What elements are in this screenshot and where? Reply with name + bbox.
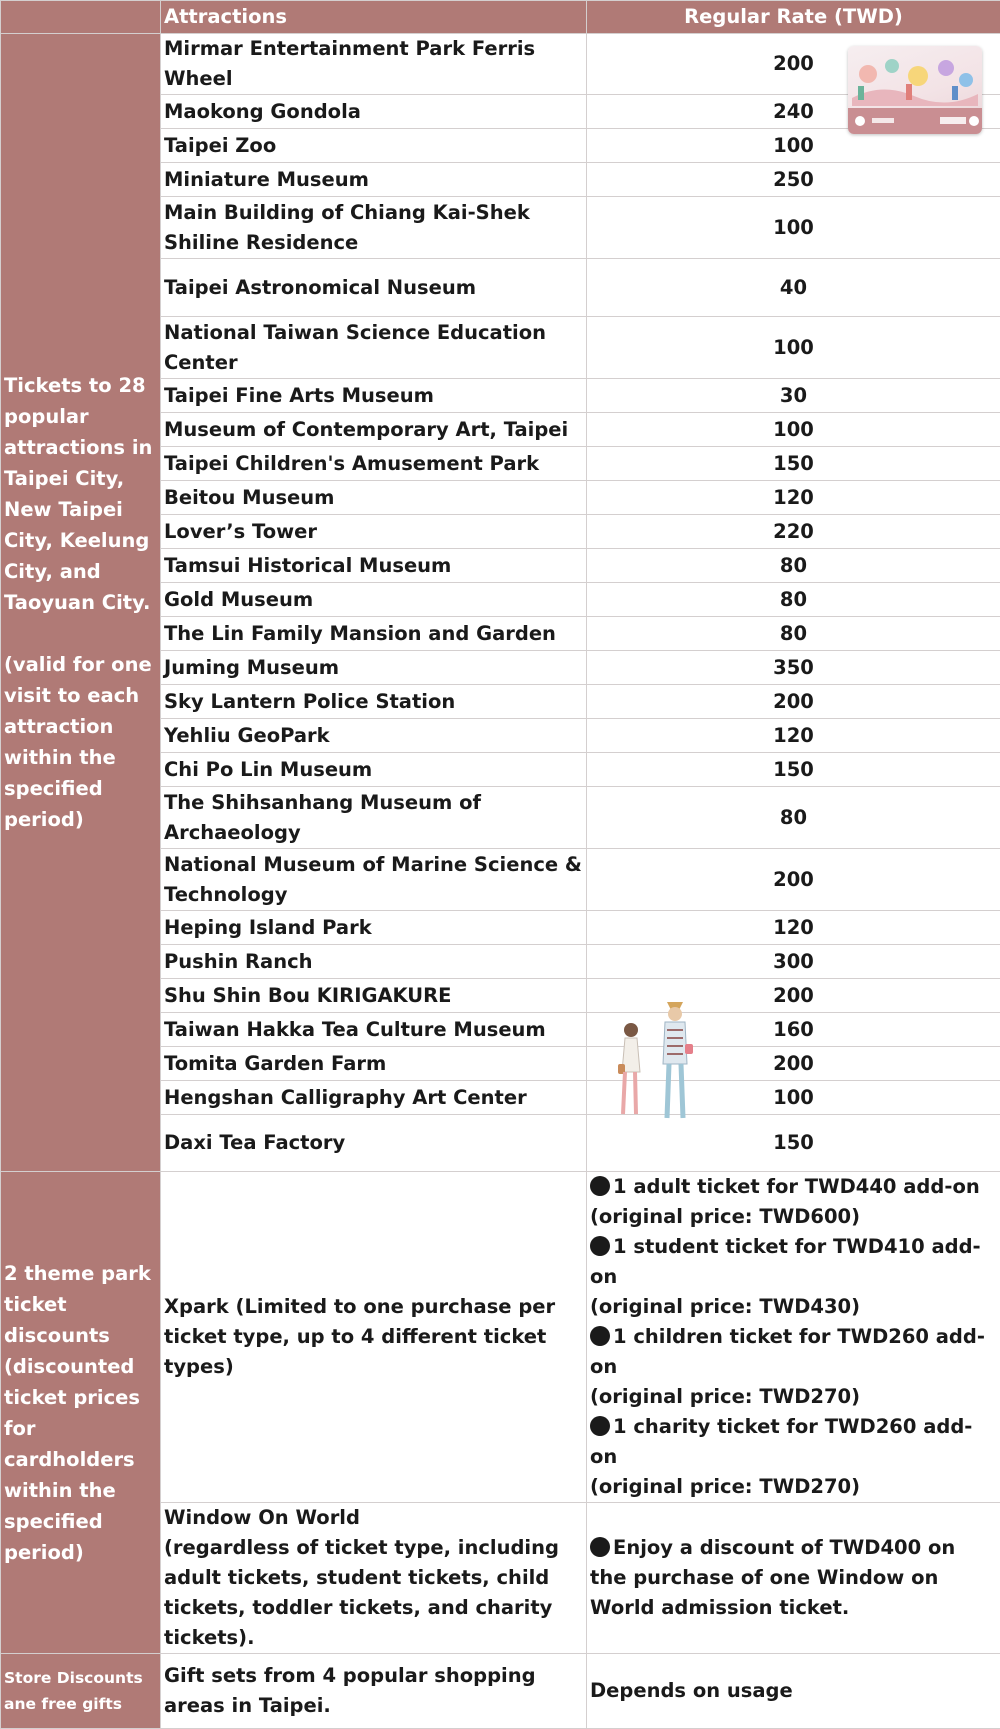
xpark-name: Xpark (Limited to one purchase per ticket type, up to 4 different ticket types) <box>161 1172 587 1503</box>
xpark-offer-line2: (original price: TWD600) <box>590 1202 997 1232</box>
attraction-name: Main Building of Chiang Kai-Shek Shiline Residence <box>161 197 587 259</box>
attraction-rate: 120 <box>587 481 1000 515</box>
attraction-name: Heping Island Park <box>161 911 587 945</box>
attraction-name: Tomita Garden Farm <box>161 1047 587 1081</box>
store-item: Gift sets from 4 popular shopping areas in Taipei. <box>161 1654 587 1729</box>
attraction-rate: 200 <box>587 34 1000 95</box>
tickets-section <box>1 34 1000 1172</box>
attraction-rate: 80 <box>587 787 1000 849</box>
attraction-rate: 80 <box>587 549 1000 583</box>
attraction-name: Daxi Tea Factory <box>161 1115 587 1172</box>
tickets-category-paragraph1: Tickets to 28 popular attractions in Taipei City, New Taipei City, Keelung City, and Taoyuan City. <box>4 370 157 618</box>
attraction-rate: 40 <box>587 259 1000 317</box>
store-row <box>1 1654 1000 1729</box>
window-on-world-title: Window On World <box>164 1503 583 1533</box>
xpark-offer-line1: 1 children ticket for TWD260 add-on <box>590 1325 985 1378</box>
attraction-rate: 200 <box>587 685 1000 719</box>
tickets-category-paragraph2: (valid for one visit to each attraction within the specified period) <box>4 649 157 835</box>
header-row <box>1 1 1000 34</box>
attraction-name: Yehliu GeoPark <box>161 719 587 753</box>
attraction-name: Sky Lantern Police Station <box>161 685 587 719</box>
attraction-rate: 120 <box>587 719 1000 753</box>
store-section <box>1 1654 1000 1729</box>
attraction-name: Museum of Contemporary Art, Taipei <box>161 413 587 447</box>
attraction-rate: 150 <box>587 447 1000 481</box>
attraction-rate: 250 <box>587 163 1000 197</box>
window-on-world-offer-cell <box>587 1503 1000 1654</box>
window-on-world-detail: (regardless of ticket type, including adult tickets, student tickets, child tickets, toddler tickets, and charity tickets). <box>164 1536 559 1649</box>
xpark-offer <box>590 1412 997 1472</box>
attraction-name: Chi Po Lin Museum <box>161 753 587 787</box>
attraction-name: National Museum of Marine Science & Technology <box>161 849 587 911</box>
xpark-offers <box>587 1172 1000 1503</box>
bullet-icon <box>590 1236 610 1256</box>
xpark-row <box>1 1172 1000 1503</box>
attraction-rate: 100 <box>587 1081 1000 1115</box>
header-rate: Regular Rate (TWD) <box>587 1 1000 34</box>
xpark-offer-line2: (original price: TWD270) <box>590 1382 997 1412</box>
xpark-offer-line2: (original price: TWD270) <box>590 1472 997 1502</box>
attraction-rate: 150 <box>587 753 1000 787</box>
bullet-icon <box>590 1416 610 1436</box>
attraction-rate: 150 <box>587 1115 1000 1172</box>
header-attractions: Attractions <box>161 1 587 34</box>
xpark-offer <box>590 1172 997 1202</box>
attraction-rate: 100 <box>587 413 1000 447</box>
attraction-rate: 160 <box>587 1013 1000 1047</box>
attraction-name: Hengshan Calligraphy Art Center <box>161 1081 587 1115</box>
attraction-name: Pushin Ranch <box>161 945 587 979</box>
attraction-rate: 350 <box>587 651 1000 685</box>
attraction-name: National Taiwan Science Education Center <box>161 317 587 379</box>
bullet-icon <box>590 1326 610 1346</box>
header-blank <box>1 1 161 34</box>
tickets-category <box>1 34 161 1172</box>
walking-couple-illustration <box>605 994 705 1124</box>
theme-park-section <box>1 1172 1000 1654</box>
attraction-name: Beitou Museum <box>161 481 587 515</box>
theme-park-category <box>1 1172 161 1654</box>
attraction-name: Shu Shin Bou KIRIGAKURE <box>161 979 587 1013</box>
attraction-name: Juming Museum <box>161 651 587 685</box>
attraction-name: Gold Museum <box>161 583 587 617</box>
xpark-offer-line1: 1 charity ticket for TWD260 add-on <box>590 1415 972 1468</box>
paragraph-gap <box>4 618 157 649</box>
attraction-rate: 200 <box>587 979 1000 1013</box>
window-on-world-offer: Enjoy a discount of TWD400 on the purchase of one Window on World admission ticket. <box>590 1536 955 1619</box>
theme-park-category-label: 2 theme park ticket discounts (discounted ticket prices for cardholders within the specified period) <box>4 1262 151 1564</box>
attraction-name: Miniature Museum <box>161 163 587 197</box>
card-art-icon <box>848 46 982 134</box>
xpark-offer <box>590 1322 997 1382</box>
attraction-name: The Lin Family Mansion and Garden <box>161 617 587 651</box>
attraction-rate: 100 <box>587 197 1000 259</box>
attraction-rate: 240 <box>587 95 1000 129</box>
bullet-icon <box>590 1176 610 1196</box>
attraction-name: Tamsui Historical Museum <box>161 549 587 583</box>
attraction-rate: 100 <box>587 129 1000 163</box>
store-category: Store Discounts ane free gifts <box>1 1654 161 1729</box>
easycard-illustration <box>848 46 982 134</box>
xpark-offer <box>590 1232 997 1292</box>
attraction-name: Taipei Fine Arts Museum <box>161 379 587 413</box>
bullet-icon <box>590 1537 610 1557</box>
attraction-rate: 80 <box>587 617 1000 651</box>
attraction-name: Lover’s Tower <box>161 515 587 549</box>
attraction-rate: 300 <box>587 945 1000 979</box>
attraction-rate: 200 <box>587 1047 1000 1081</box>
walking-couple-icon <box>605 994 705 1124</box>
xpark-offer-line2: (original price: TWD430) <box>590 1292 997 1322</box>
attraction-name: The Shihsanhang Museum of Archaeology <box>161 787 587 849</box>
store-value: Depends on usage <box>587 1654 1000 1729</box>
attraction-rate: 220 <box>587 515 1000 549</box>
xpark-offer-line1: 1 adult ticket for TWD440 add-on <box>613 1175 980 1198</box>
attraction-rate: 120 <box>587 911 1000 945</box>
attraction-rate: 200 <box>587 849 1000 911</box>
xpark-offer-line1: 1 student ticket for TWD410 add-on <box>590 1235 981 1288</box>
attraction-rate: 80 <box>587 583 1000 617</box>
attraction-name: Mirmar Entertainment Park Ferris Wheel <box>161 34 587 95</box>
window-on-world-cell <box>161 1503 587 1654</box>
attraction-rate: 100 <box>587 317 1000 379</box>
attraction-name: Taipei Children's Amusement Park <box>161 447 587 481</box>
attraction-name: Taipei Zoo <box>161 129 587 163</box>
attraction-name: Maokong Gondola <box>161 95 587 129</box>
attraction-name: Taiwan Hakka Tea Culture Museum <box>161 1013 587 1047</box>
attraction-name: Taipei Astronomical Nuseum <box>161 259 587 317</box>
attraction-rate: 30 <box>587 379 1000 413</box>
